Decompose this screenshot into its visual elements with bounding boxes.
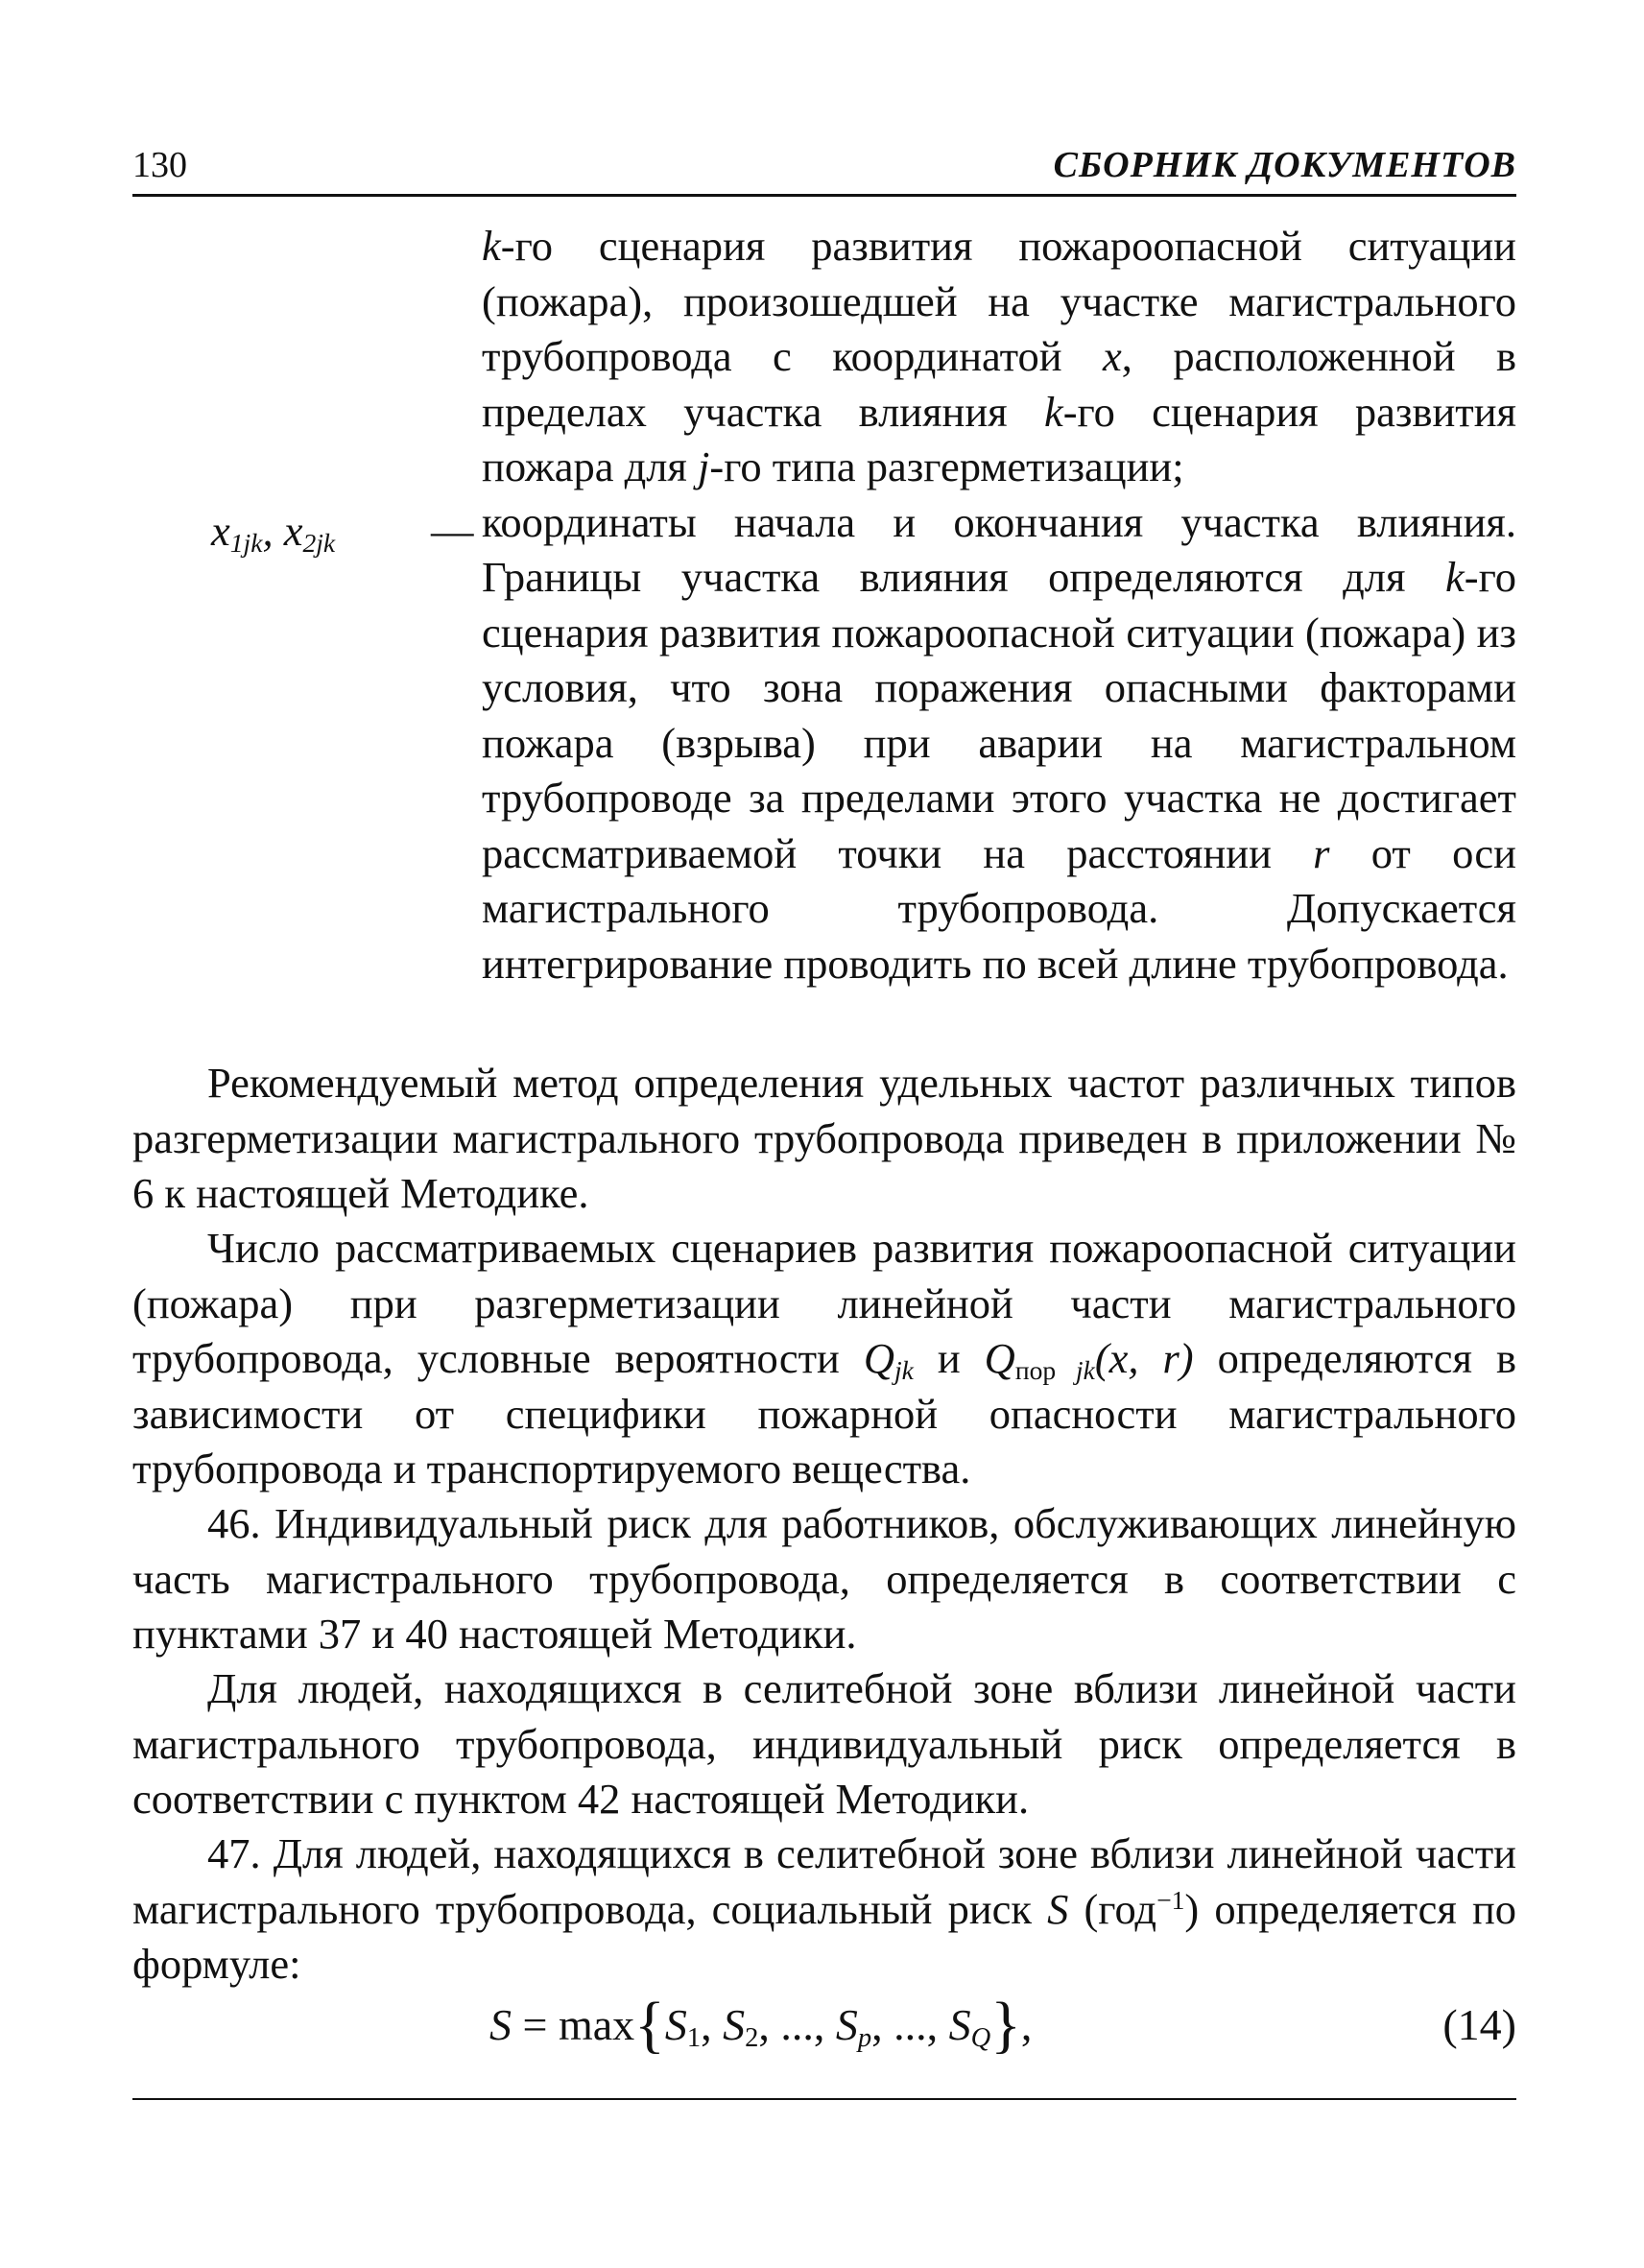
footer-rule xyxy=(132,2098,1516,2100)
definition-symbol: $x_{1jk}$, $x_{2jk}$ — xyxy=(211,504,441,560)
var-x: x xyxy=(1103,332,1122,380)
formula-expression: $S = \max\{S_1$, $S_2$, ..., $S_p$, ..., $S_Q$}, xyxy=(489,1990,1033,2060)
var-r: r xyxy=(1313,828,1330,877)
formula-14 xyxy=(489,1992,1516,2068)
paragraph-item-47: 47. Для людей, находящихся в селитебной зоне вблизи линейной части магистрального трубопровода, социальный риск S (год$^{-1}$) определяется по формуле: xyxy=(132,1829,1517,1988)
equation-number: (14) xyxy=(1442,2000,1516,2049)
var-k: k xyxy=(1043,387,1063,436)
running-title: СБОРНИК ДОКУМЕНТОВ xyxy=(1053,145,1516,185)
paragraph-residential-individual: Для людей, находящихся в селитебной зоне вблизи линейной части магистрального трубопровода, индивидуальный риск определяется в соответствии с пунктом 42 настоящей Методики. xyxy=(132,1664,1516,1823)
page-number: 130 xyxy=(132,145,187,185)
definition-dash: — xyxy=(431,507,474,555)
paragraph-item-46: 46. Индивидуальный риск для работников, обслуживающих линейную часть магистрального трубопровода, определяется в соответствии с пунктами 37 и 40 настоящей Методики. xyxy=(132,1499,1516,1658)
definition-text: k-го сценария развития пожароопасной ситуации (пожара), произошедшей на участке магистрального трубопровода с координатой x, расположенной в пределах участка влияния k-го сценария развития пожара для j-го типа разгерметизации; координаты начала и окончания участка влияния. Границы участка влияния определяются для k-го сценария развития пожароопасной ситуации (пожара) из условия, что зона поражения опасными факторами пожара (взрыва) при аварии на магистральном трубопроводе за пределами этого участка не достигает рассматриваемой точки на расстоянии r от оси магистрального трубопровода. Допускается интегрирование проводить по всей длине трубопровода. xyxy=(482,222,1517,988)
var-k: k xyxy=(1445,553,1465,601)
var-k: k xyxy=(482,222,501,270)
var-j: j xyxy=(698,442,710,490)
paragraph-scenarios: Число рассматриваемых сценариев развития пожароопасной ситуации (пожара) при разгерметизации линейной части магистрального трубопровода, условные вероятности $Q_{jk}$ и $Q_{пор jk}(x$, r) определяются в зависимости от специфики пожарной опасности магистрального трубопровода и транспортируемого вещества. xyxy=(132,1224,1517,1492)
paragraph-method: Рекомендуемый метод определения удельных частот различных типов разгерметизации магистрального трубопровода приведен в приложении № 6 к настоящей Методике. xyxy=(132,1059,1516,1217)
page-header xyxy=(132,144,1516,197)
